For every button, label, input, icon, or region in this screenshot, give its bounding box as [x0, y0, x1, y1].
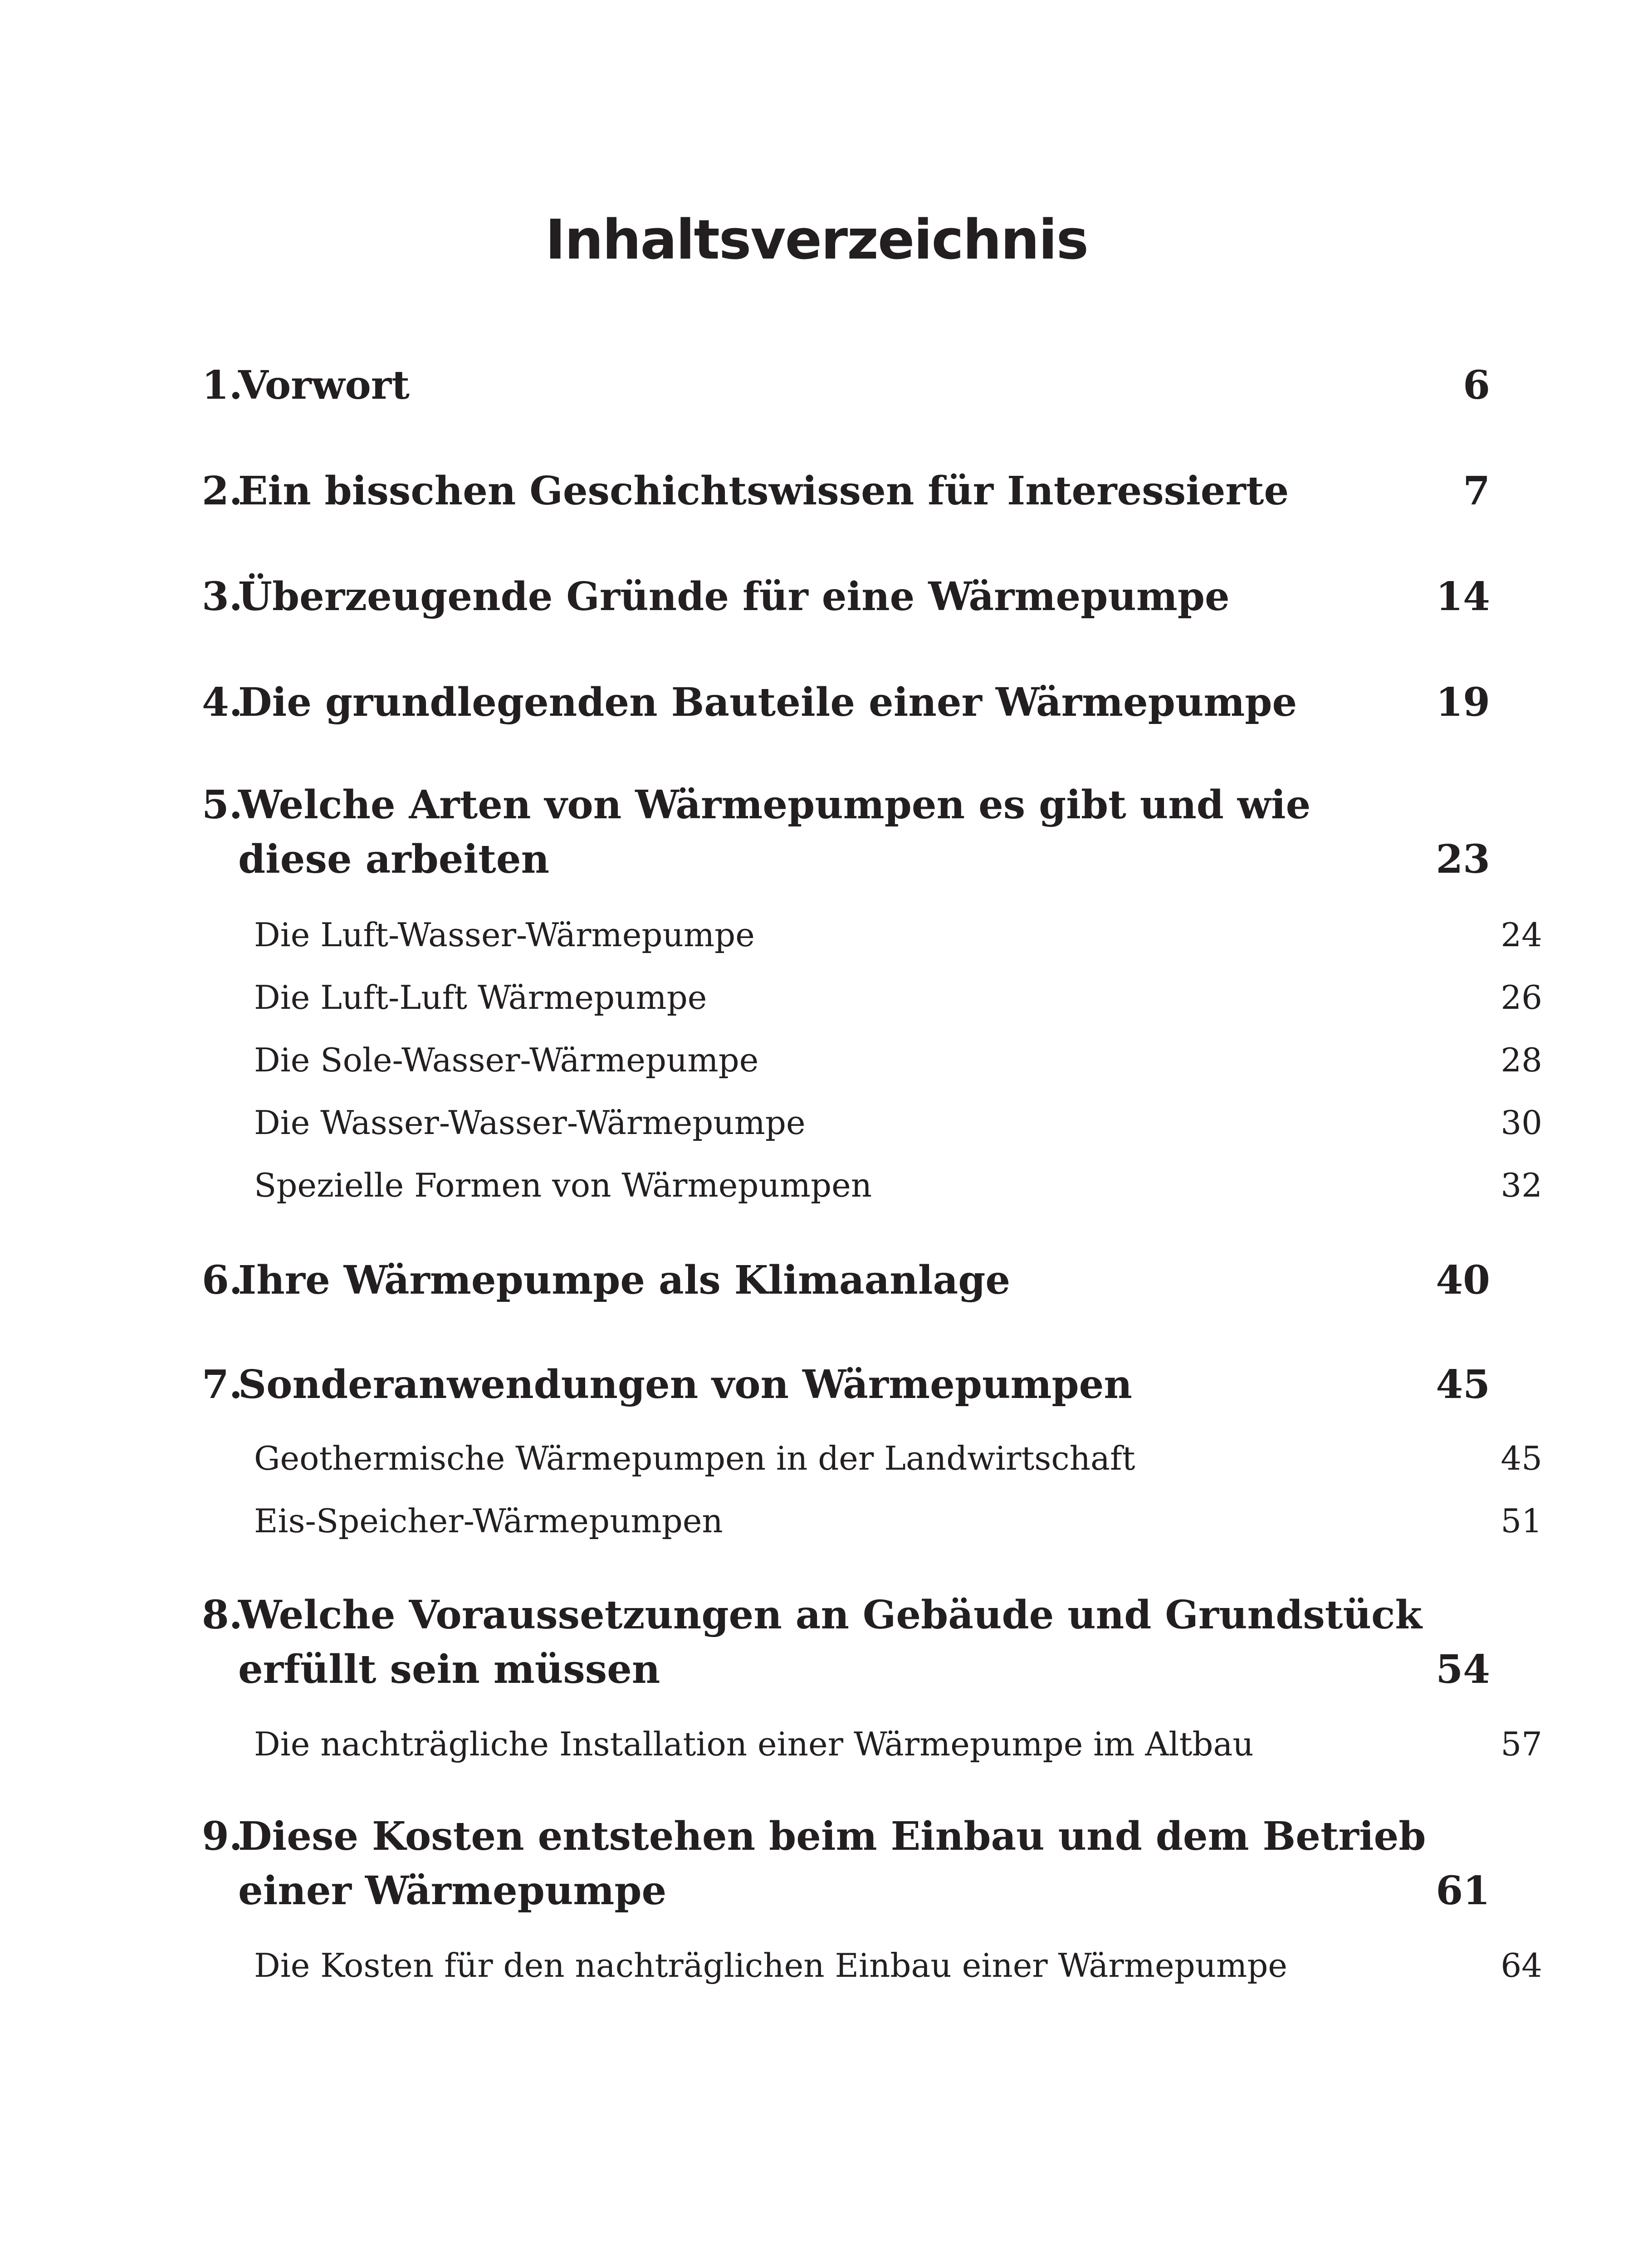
- toc-chapter-6[interactable]: [202, 1253, 1490, 1308]
- chapter-title: Welche Arten von Wärmepumpen es gibt und wie: [238, 782, 1311, 828]
- page-number: 32: [1501, 1166, 1542, 1204]
- chapter-title: Ein bisschen Geschichtswissen für Interessierte: [238, 468, 1289, 514]
- chapter-title: Überzeugende Gründe für eine Wärmepumpe: [238, 574, 1230, 620]
- chapter-title-continued: diese arbeiten: [238, 836, 550, 882]
- toc-chapter-7[interactable]: [202, 1358, 1490, 1412]
- toc-subsection[interactable]: [202, 973, 1542, 1022]
- toc-subsection[interactable]: [202, 1098, 1542, 1148]
- chapter-number: 4.: [202, 679, 243, 725]
- toc-chapter-9[interactable]: [202, 1809, 1490, 1918]
- page-number: 54: [1436, 1647, 1490, 1692]
- chapter-title: Ihre Wärmepumpe als Klimaanlage: [238, 1257, 1011, 1303]
- toc-chapter-1[interactable]: [202, 358, 1490, 413]
- chapter-number: 7.: [202, 1362, 243, 1408]
- toc-subsection[interactable]: [202, 1496, 1542, 1546]
- page-number: 61: [1436, 1868, 1490, 1914]
- toc-subsection[interactable]: [202, 1433, 1542, 1483]
- page-number: 57: [1501, 1725, 1542, 1763]
- chapter-title: Diese Kosten entstehen beim Einbau und dem Betrieb: [238, 1813, 1426, 1859]
- toc-subsection[interactable]: [202, 1719, 1542, 1769]
- page-number: 45: [1436, 1362, 1490, 1408]
- page-number: 24: [1501, 916, 1542, 954]
- subsection-title: Spezielle Formen von Wärmepumpen: [254, 1166, 872, 1204]
- page-number: 14: [1436, 574, 1490, 620]
- subsection-title: Geothermische Wärmepumpen in der Landwirtschaft: [254, 1439, 1135, 1477]
- chapter-number: 1.: [202, 362, 243, 408]
- toc-subsection[interactable]: [202, 910, 1542, 960]
- toc-subsection[interactable]: [202, 1941, 1542, 1990]
- subsection-title: Die Luft-Wasser-Wärmepumpe: [254, 916, 755, 954]
- toc-chapter-5[interactable]: [202, 778, 1490, 887]
- chapter-title: Sonderanwendungen von Wärmepumpen: [238, 1362, 1132, 1408]
- subsection-title: Die Wasser-Wasser-Wärmepumpe: [254, 1104, 806, 1142]
- chapter-number: 9.: [202, 1813, 243, 1859]
- toc-chapter-8[interactable]: [202, 1588, 1490, 1697]
- chapter-number: 3.: [202, 574, 243, 620]
- page-number: 6: [1463, 362, 1490, 408]
- page-number: 30: [1501, 1104, 1542, 1142]
- page-number: 19: [1436, 679, 1490, 725]
- chapter-number: 5.: [202, 782, 243, 828]
- chapter-number: 2.: [202, 468, 243, 514]
- subsection-title: Die nachträgliche Installation einer Wärmepumpe im Altbau: [254, 1725, 1254, 1763]
- page-number: 28: [1501, 1041, 1542, 1079]
- chapter-title: Die grundlegenden Bauteile einer Wärmepumpe: [238, 679, 1297, 725]
- subsection-title: Die Luft-Luft Wärmepumpe: [254, 978, 707, 1017]
- page-number: 45: [1501, 1439, 1542, 1477]
- chapter-number: 8.: [202, 1592, 243, 1638]
- page-number: 26: [1501, 978, 1542, 1017]
- toc-chapter-2[interactable]: [202, 464, 1490, 518]
- page-number: 64: [1501, 1946, 1542, 1984]
- chapter-title-continued: einer Wärmepumpe: [238, 1868, 667, 1914]
- page-number: 51: [1501, 1502, 1542, 1540]
- chapter-number: 6.: [202, 1257, 243, 1303]
- chapter-title: Vorwort: [238, 362, 410, 408]
- subsection-title: Eis-Speicher-Wärmepumpen: [254, 1502, 723, 1540]
- toc-subsection[interactable]: [202, 1035, 1542, 1085]
- subsection-title: Die Kosten für den nachträglichen Einbau einer Wärmepumpe: [254, 1946, 1288, 1984]
- page-number: 7: [1463, 468, 1490, 514]
- page-number: 40: [1436, 1257, 1490, 1303]
- subsection-title: Die Sole-Wasser-Wärmepumpe: [254, 1041, 759, 1079]
- chapter-title: Welche Voraussetzungen an Gebäude und Grundstück: [238, 1592, 1422, 1638]
- page-number: 23: [1436, 836, 1490, 882]
- page-title: Inhaltsverzeichnis: [545, 209, 1088, 272]
- chapter-title-continued: erfüllt sein müssen: [238, 1647, 660, 1692]
- toc-chapter-3[interactable]: [202, 570, 1490, 624]
- toc-chapter-4[interactable]: [202, 675, 1490, 730]
- toc-subsection[interactable]: [202, 1160, 1542, 1210]
